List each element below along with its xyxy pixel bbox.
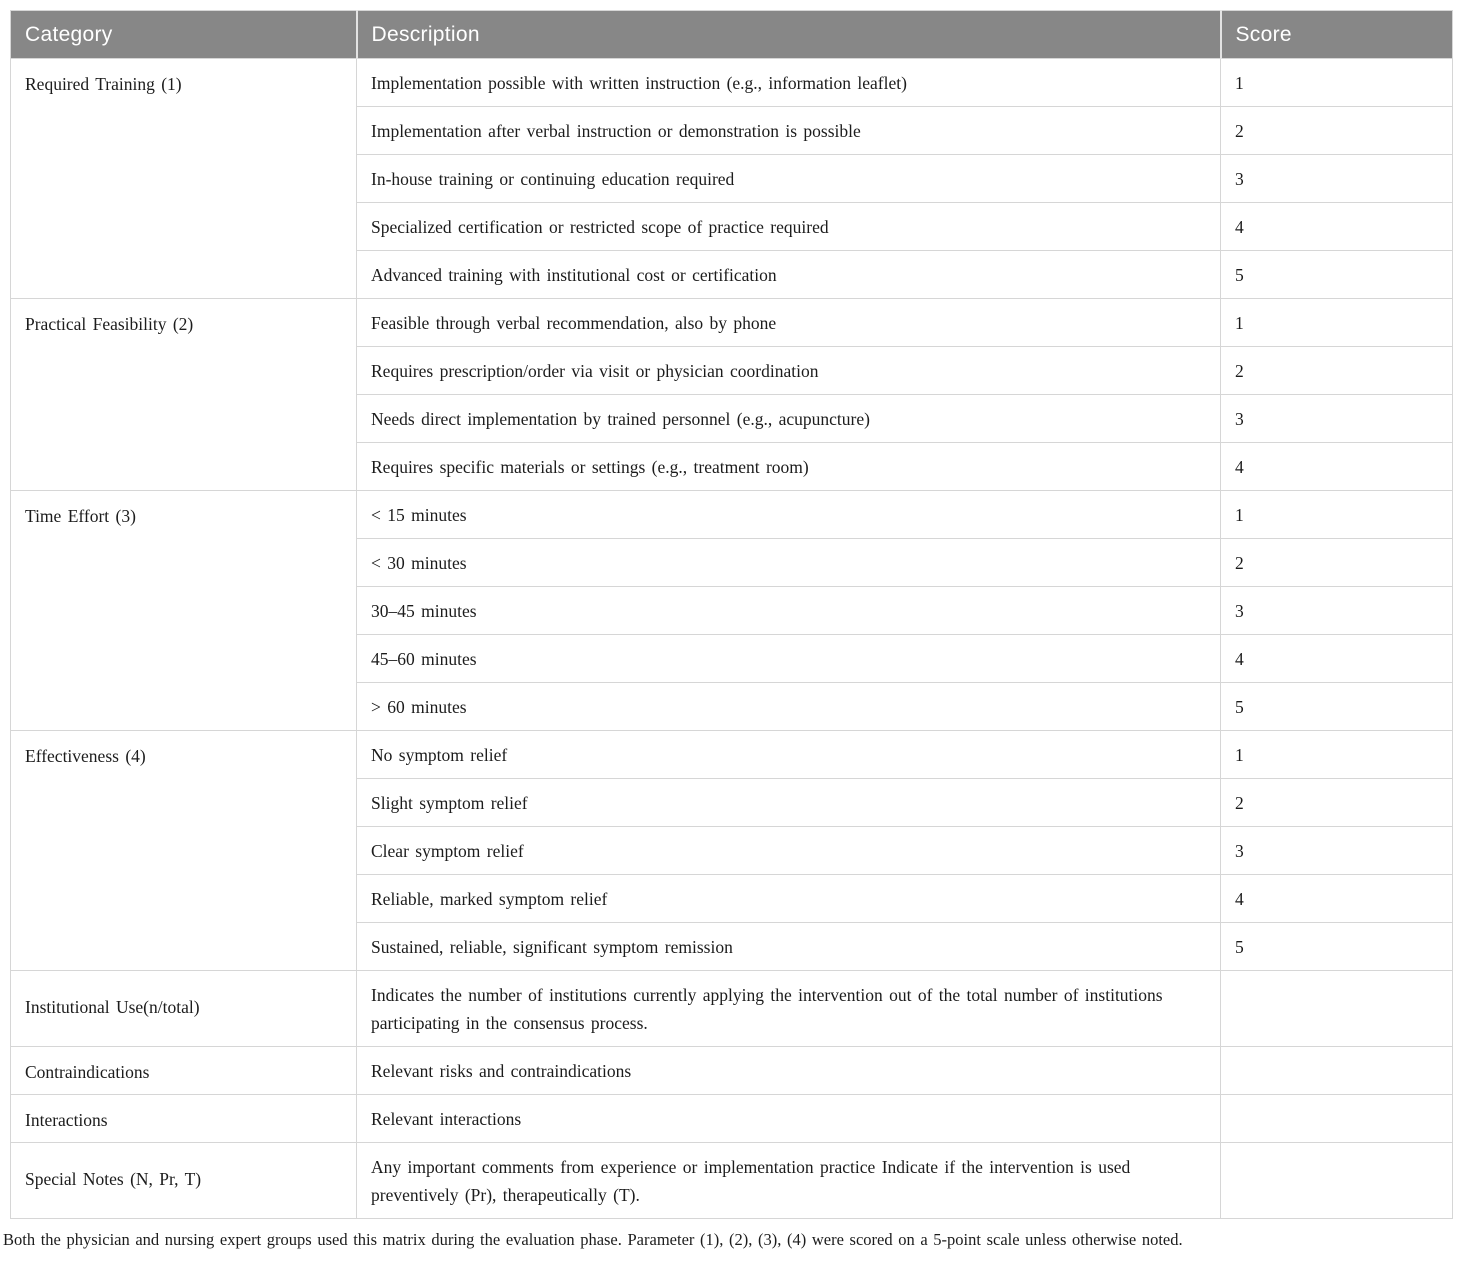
score-cell: [1221, 1143, 1453, 1219]
description-cell: Feasible through verbal recommendation, also by phone: [357, 299, 1221, 347]
category-cell: Practical Feasibility (2): [11, 299, 357, 491]
score-cell: [1221, 1047, 1453, 1095]
category-cell: Time Effort (3): [11, 491, 357, 731]
score-cell: 2: [1221, 107, 1453, 155]
description-cell: Advanced training with institutional cost or certification: [357, 251, 1221, 299]
category-cell: Interactions: [11, 1095, 357, 1143]
description-cell: Implementation possible with written instruction (e.g., information leaflet): [357, 59, 1221, 107]
score-cell: 3: [1221, 155, 1453, 203]
score-cell: 3: [1221, 587, 1453, 635]
score-cell: 3: [1221, 827, 1453, 875]
description-cell: Specialized certification or restricted scope of practice required: [357, 203, 1221, 251]
table-row: [11, 59, 1453, 107]
description-cell: Reliable, marked symptom relief: [357, 875, 1221, 923]
table-row: [11, 1095, 1453, 1143]
table-row: [11, 299, 1453, 347]
column-header-score: Score: [1221, 11, 1453, 59]
description-cell: Implementation after verbal instruction or demonstration is possible: [357, 107, 1221, 155]
header-row: [11, 11, 1453, 59]
table-row: [11, 491, 1453, 539]
column-header-category: Category: [11, 11, 357, 59]
score-cell: 4: [1221, 635, 1453, 683]
table-header: [11, 11, 1453, 59]
evaluation-matrix-table: [10, 10, 1453, 1219]
table-row: [11, 1143, 1453, 1219]
score-cell: 1: [1221, 59, 1453, 107]
description-cell: Relevant interactions: [357, 1095, 1221, 1143]
score-cell: 1: [1221, 299, 1453, 347]
score-cell: 4: [1221, 875, 1453, 923]
description-cell: Sustained, reliable, significant symptom remission: [357, 923, 1221, 971]
score-cell: 1: [1221, 731, 1453, 779]
description-cell: Any important comments from experience or implementation practice Indicate if the intervention is used preventively (Pr), therapeutically (T).: [357, 1143, 1221, 1219]
description-cell: 45–60 minutes: [357, 635, 1221, 683]
table-row: [11, 971, 1453, 1047]
description-cell: 30–45 minutes: [357, 587, 1221, 635]
score-cell: 2: [1221, 347, 1453, 395]
description-cell: > 60 minutes: [357, 683, 1221, 731]
description-cell: Relevant risks and contraindications: [357, 1047, 1221, 1095]
score-cell: 3: [1221, 395, 1453, 443]
description-cell: Indicates the number of institutions currently applying the intervention out of the total number of institutions participating in the consensus process.: [357, 971, 1221, 1047]
score-cell: 1: [1221, 491, 1453, 539]
score-cell: 5: [1221, 683, 1453, 731]
score-cell: [1221, 971, 1453, 1047]
score-cell: 2: [1221, 539, 1453, 587]
column-header-description: Description: [357, 11, 1221, 59]
description-cell: Requires prescription/order via visit or physician coordination: [357, 347, 1221, 395]
description-cell: No symptom relief: [357, 731, 1221, 779]
description-cell: Clear symptom relief: [357, 827, 1221, 875]
table-footnote: Both the physician and nursing expert groups used this matrix during the evaluation phase. Parameter (1), (2), (3), (4) were scored on a 5-point scale unless otherwise noted.: [3, 1230, 1183, 1249]
category-cell: Institutional Use(n/total): [11, 971, 357, 1047]
table-row: [11, 1047, 1453, 1095]
score-cell: 5: [1221, 251, 1453, 299]
description-cell: Needs direct implementation by trained personnel (e.g., acupuncture): [357, 395, 1221, 443]
description-cell: < 30 minutes: [357, 539, 1221, 587]
description-cell: Slight symptom relief: [357, 779, 1221, 827]
category-cell: Special Notes (N, Pr, T): [11, 1143, 357, 1219]
table-row: [11, 731, 1453, 779]
category-cell: Effectiveness (4): [11, 731, 357, 971]
score-cell: 4: [1221, 203, 1453, 251]
score-cell: 2: [1221, 779, 1453, 827]
score-cell: 5: [1221, 923, 1453, 971]
score-cell: 4: [1221, 443, 1453, 491]
category-cell: Contraindications: [11, 1047, 357, 1095]
score-cell: [1221, 1095, 1453, 1143]
category-cell: Required Training (1): [11, 59, 357, 299]
description-cell: Requires specific materials or settings (e.g., treatment room): [357, 443, 1221, 491]
description-cell: < 15 minutes: [357, 491, 1221, 539]
description-cell: In-house training or continuing education required: [357, 155, 1221, 203]
